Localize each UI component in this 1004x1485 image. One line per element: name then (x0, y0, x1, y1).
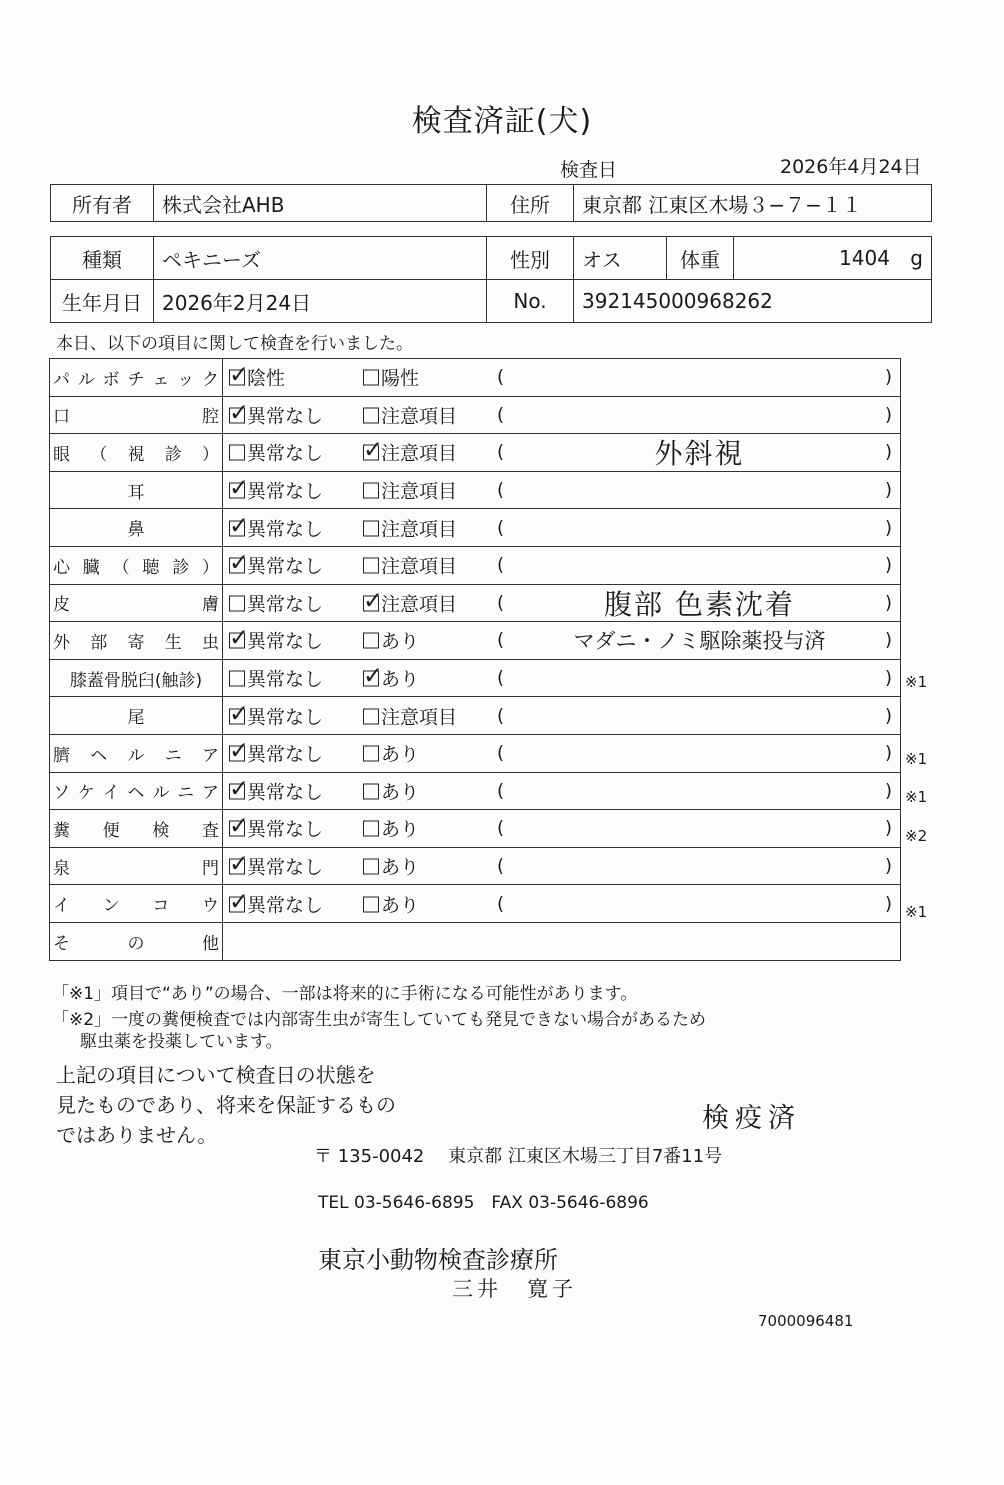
exam-item-body (223, 772, 901, 810)
exam-option-1[interactable] (229, 665, 323, 692)
checked-checkbox-icon[interactable] (363, 586, 384, 615)
weight-unit: g (910, 246, 923, 270)
paren-open: ( (497, 855, 505, 877)
exam-item-label (50, 734, 223, 772)
exam-item-body (223, 622, 901, 660)
exam-option-2[interactable] (363, 477, 457, 504)
exam-comment: 外斜視 (654, 437, 745, 471)
paren-close: ) (884, 855, 892, 877)
exam-row (50, 584, 901, 622)
exam-option-label: 注意項目 (381, 706, 458, 729)
checked-checkbox-icon[interactable] (229, 849, 250, 878)
exam-item-label (50, 810, 223, 848)
check-mark-icon: ✓ (229, 548, 250, 577)
paren-close: ) (884, 366, 892, 388)
exam-table (49, 358, 901, 961)
exam-item-body (223, 359, 901, 397)
footnote-2-cont: 駆虫薬を投薬しています。 (80, 1032, 283, 1052)
exam-row (50, 734, 901, 772)
checkbox-icon[interactable] (363, 370, 379, 386)
exam-row (50, 622, 901, 660)
clinic-name: 東京小動物検査診療所 (318, 1246, 558, 1274)
exam-option-label: 異常なし (247, 593, 324, 616)
paren-close: ) (884, 404, 892, 426)
animal-table (50, 236, 932, 323)
exam-option-1[interactable] (229, 511, 324, 541)
checked-checkbox-icon[interactable] (229, 548, 250, 577)
exam-row (50, 772, 901, 810)
exam-option-label: 注意項目 (381, 518, 458, 541)
checked-checkbox-icon[interactable] (229, 360, 250, 389)
disclaimer-line: 見たものであり、将来を保証するもの (56, 1093, 396, 1117)
exam-item-body (223, 885, 901, 923)
exam-item-body (223, 922, 901, 960)
exam-option-1[interactable] (229, 811, 324, 842)
checked-checkbox-icon[interactable] (229, 887, 250, 916)
exam-item-label (50, 471, 223, 509)
exam-option-label: 異常なし (247, 743, 324, 766)
checkbox-icon[interactable] (363, 859, 379, 875)
exam-option-label: 異常なし (247, 706, 324, 729)
exam-item-label (50, 622, 223, 660)
paren-open: ( (497, 629, 505, 651)
exam-option-1[interactable] (229, 736, 324, 767)
owner-table (50, 184, 932, 222)
exam-item-label-text: 臍 ヘ ル ニ ア (53, 745, 219, 766)
document-number: 7000096481 (758, 1312, 854, 1330)
no-value: 392145000968262 (574, 280, 932, 323)
paren-open: ( (497, 667, 505, 689)
exam-item-label (50, 847, 223, 885)
exam-option-label: あり (381, 781, 420, 804)
exam-option-1[interactable] (229, 887, 324, 917)
exam-option-1[interactable] (229, 774, 324, 804)
exam-row (50, 847, 901, 885)
exam-date-label: 検査日 (560, 159, 618, 181)
exam-option-2[interactable] (363, 364, 419, 391)
check-mark-icon: ✓ (229, 774, 250, 803)
footnote-2: 「※2」一度の糞便検査では内部寄生虫が寄生していても発見できない場合があるため (52, 1010, 707, 1030)
exam-footnote-ref: ※1 (905, 788, 928, 807)
checkbox-icon[interactable] (229, 445, 245, 461)
paren-close: ) (884, 629, 892, 651)
checkbox-icon[interactable] (363, 746, 379, 762)
birth-value: 2026年2月24日 (154, 280, 487, 323)
exam-item-label (50, 772, 223, 810)
exam-row (50, 810, 901, 848)
check-mark-icon: ✓ (229, 398, 250, 427)
exam-item-body (223, 847, 901, 885)
exam-option-1[interactable] (229, 589, 323, 616)
address-value: 東京都 江東区木場３−７−１１ (574, 185, 932, 222)
check-mark-icon: ✓ (229, 623, 250, 652)
exam-option-2[interactable] (363, 401, 457, 428)
exam-option-2[interactable] (363, 853, 419, 880)
paren-close: ) (884, 705, 892, 727)
exam-option-label: 注意項目 (381, 405, 458, 428)
paren-open: ( (497, 554, 505, 576)
exam-item-body (223, 584, 901, 622)
checked-checkbox-icon[interactable] (229, 699, 250, 728)
exam-option-label: 陽性 (381, 367, 420, 390)
exam-option-label: 異常なし (247, 894, 324, 917)
exam-option-1[interactable] (229, 439, 323, 466)
birth-label: 生年月日 (51, 280, 154, 323)
exam-footnote-ref: ※1 (905, 750, 928, 768)
owner-value: 株式会社AHB (154, 185, 487, 222)
checked-checkbox-icon[interactable] (363, 661, 384, 690)
exam-option-2[interactable] (363, 740, 419, 767)
checked-checkbox-icon[interactable] (229, 398, 250, 427)
exam-option-1[interactable] (229, 623, 324, 654)
paren-open: ( (497, 705, 505, 727)
breed-value: ペキニーズ (154, 237, 487, 280)
exam-item-label (50, 509, 223, 547)
exam-option-label: 異常なし (247, 518, 324, 541)
exam-option-label: 注意項目 (381, 442, 458, 465)
checkbox-icon[interactable] (363, 896, 379, 912)
checked-checkbox-icon[interactable] (229, 473, 250, 502)
disclaimer-line: 上記の項目について検査日の状態を (56, 1063, 376, 1087)
examiner-name: 三井 寛子 (452, 1277, 577, 1301)
checkbox-icon[interactable] (363, 407, 379, 423)
exam-item-body (223, 697, 901, 735)
paren-close: ) (884, 780, 892, 802)
exam-row (50, 509, 901, 547)
exam-item-label-text: そ の 他 (53, 933, 219, 954)
exam-item-label-text: パ ル ボ チ ェ ッ ク (53, 369, 219, 390)
paren-close: ) (884, 441, 892, 463)
exam-option-label: 注意項目 (381, 555, 458, 578)
no-label: No. (487, 280, 574, 323)
paren-close: ) (884, 742, 892, 764)
exam-option-2[interactable] (363, 890, 419, 917)
clinic-tel-fax: TEL 03-5646-6895 FAX 03-5646-6896 (318, 1193, 649, 1213)
exam-option-label: 注意項目 (381, 480, 458, 503)
paren-close: ) (884, 893, 892, 915)
exam-option-2[interactable] (363, 815, 419, 842)
intro-text: 本日、以下の項目に関して検査を行いました。 (56, 334, 413, 354)
weight-label: 体重 (667, 237, 734, 280)
exam-item-label (50, 359, 223, 397)
exam-item-label-text: イ ン コ ウ (53, 896, 219, 917)
exam-row (50, 885, 901, 923)
exam-row (50, 359, 901, 397)
exam-item-label-text: 尾 (127, 708, 145, 729)
paren-close: ) (884, 554, 892, 576)
exam-row (50, 659, 901, 697)
weight-value: 1404 (839, 246, 890, 270)
exam-option-label: 異常なし (247, 405, 324, 428)
check-mark-icon: ✓ (229, 511, 250, 540)
paren-open: ( (497, 479, 505, 501)
exam-row (50, 922, 901, 960)
exam-option-1[interactable] (229, 849, 324, 880)
exam-item-body (223, 509, 901, 547)
exam-item-body (223, 396, 901, 434)
exam-item-label-text: 耳 (127, 482, 145, 503)
exam-row (50, 546, 901, 584)
paren-open: ( (497, 404, 505, 426)
check-mark-icon: ✓ (363, 661, 384, 690)
owner-label: 所有者 (51, 185, 154, 222)
paren-open: ( (497, 817, 505, 839)
exam-item-label-text: 鼻 (127, 520, 145, 541)
exam-item-body (223, 659, 901, 697)
exam-option-label: 異常なし (247, 555, 324, 578)
exam-comment: 腹部 色素沈着 (604, 587, 795, 621)
checkbox-icon[interactable] (363, 520, 379, 536)
exam-option-label: 異常なし (247, 668, 324, 691)
exam-item-label (50, 396, 223, 434)
exam-item-label (50, 922, 223, 960)
exam-option-label: 異常なし (247, 442, 324, 465)
exam-option-2[interactable] (363, 552, 457, 579)
document-title: 検査済証(犬) (411, 104, 593, 139)
breed-label: 種類 (51, 237, 154, 280)
exam-option-2[interactable] (363, 627, 419, 654)
exam-item-label-text: 眼 （ 視 診 ） (53, 444, 219, 465)
exam-option-label: 異常なし (247, 781, 324, 804)
exam-option-2[interactable] (363, 514, 457, 541)
exam-item-label (50, 697, 223, 735)
checked-checkbox-icon[interactable] (229, 623, 250, 652)
exam-footnote-ref: ※1 (905, 903, 928, 922)
checked-checkbox-icon[interactable] (229, 774, 250, 803)
exam-item-label (50, 434, 223, 472)
exam-option-label: あり (381, 743, 420, 766)
exam-option-2[interactable] (363, 777, 419, 804)
paren-open: ( (497, 742, 505, 764)
exam-option-2[interactable] (363, 702, 457, 729)
exam-option-label: あり (381, 668, 420, 691)
exam-option-label: 異常なし (247, 818, 324, 841)
disclaimer (56, 1060, 396, 1150)
exam-item-body (223, 434, 901, 472)
exam-item-label-text: 外 部 寄 生 虫 (53, 632, 219, 653)
exam-option-2[interactable] (363, 435, 458, 466)
paren-close: ) (884, 479, 892, 501)
footnote-1: 「※1」項目で“あり”の場合、一部は将来的に手術になる可能性があります。 (52, 984, 638, 1004)
address-label: 住所 (487, 185, 574, 222)
paren-open: ( (497, 517, 505, 539)
exam-item-label (50, 546, 223, 584)
exam-item-body (223, 810, 901, 848)
exam-comment: マダニ・ノミ駆除薬投与済 (573, 629, 826, 654)
exam-option-label: 注意項目 (381, 593, 458, 616)
exam-item-label (50, 885, 223, 923)
exam-row (50, 396, 901, 434)
exam-option-1[interactable] (229, 360, 286, 391)
exam-row (50, 434, 901, 472)
check-mark-icon: ✓ (229, 849, 250, 878)
exam-footnote-ref: ※2 (905, 826, 928, 845)
paren-close: ) (884, 667, 892, 689)
check-mark-icon: ✓ (229, 699, 250, 728)
exam-option-1[interactable] (229, 699, 324, 729)
sex-value: オス (574, 237, 667, 280)
exam-item-label-text: ソ ケ イ ヘ ル ニ ア (53, 783, 219, 804)
exam-item-label-text: 糞 便 検 査 (53, 820, 219, 841)
exam-item-label-text: 泉 門 (53, 858, 219, 879)
weight-cell (734, 237, 932, 280)
checkbox-icon[interactable] (363, 633, 379, 649)
exam-row (50, 697, 901, 735)
exam-option-1[interactable] (229, 473, 324, 504)
disclaimer-line: ではありません。 (56, 1123, 218, 1147)
exam-item-label-text: 口 腔 (53, 407, 219, 428)
exam-item-label-text: 膝蓋骨脱臼(触診) (69, 670, 203, 691)
exam-date: 2026年4月24日 (780, 156, 922, 178)
exam-row (50, 471, 901, 509)
checked-checkbox-icon[interactable] (363, 435, 384, 464)
checkbox-icon[interactable] (363, 558, 379, 574)
check-mark-icon: ✓ (363, 435, 384, 464)
checkbox-icon[interactable] (363, 821, 379, 837)
exam-item-label-text: 皮 膚 (53, 595, 219, 616)
exam-option-2[interactable] (363, 661, 420, 692)
checkbox-icon[interactable] (363, 483, 379, 499)
checkbox-icon[interactable] (229, 671, 245, 687)
checked-checkbox-icon[interactable] (229, 511, 250, 540)
exam-footnote-ref: ※1 (905, 673, 928, 692)
exam-item-body (223, 734, 901, 772)
exam-item-label (50, 584, 223, 622)
checked-checkbox-icon[interactable] (229, 811, 250, 840)
exam-option-label: あり (381, 818, 420, 841)
clinic-address: 〒 135-0042 東京都 江東区木場三丁目7番11号 (314, 1146, 723, 1167)
sex-label: 性別 (487, 237, 574, 280)
exam-item-label (50, 659, 223, 697)
quarantine-stamp: 検疫済 (702, 1103, 801, 1134)
exam-option-label: 異常なし (247, 480, 324, 503)
exam-option-label: 異常なし (247, 630, 324, 653)
check-mark-icon: ✓ (229, 473, 250, 502)
exam-item-body (223, 546, 901, 584)
paren-open: ( (497, 780, 505, 802)
check-mark-icon: ✓ (229, 811, 250, 840)
check-mark-icon: ✓ (229, 736, 250, 765)
paren-close: ) (884, 517, 892, 539)
exam-option-1[interactable] (229, 548, 324, 579)
paren-open: ( (497, 366, 505, 388)
exam-option-1[interactable] (229, 398, 324, 428)
checked-checkbox-icon[interactable] (229, 736, 250, 765)
paren-open: ( (497, 441, 505, 463)
checkbox-icon[interactable] (363, 783, 379, 799)
check-mark-icon: ✓ (363, 586, 384, 615)
exam-option-label: 陰性 (247, 367, 286, 390)
exam-option-2[interactable] (363, 586, 458, 616)
exam-option-label: あり (381, 856, 420, 879)
paren-close: ) (884, 817, 892, 839)
exam-option-label: 異常なし (247, 856, 324, 879)
paren-close: ) (884, 592, 892, 614)
exam-item-label-text: 心 臓 （ 聴 診 ） (53, 557, 219, 578)
exam-option-label: あり (381, 630, 420, 653)
check-mark-icon: ✓ (229, 887, 250, 916)
checkbox-icon[interactable] (229, 595, 245, 611)
checkbox-icon[interactable] (363, 708, 379, 724)
paren-open: ( (497, 592, 505, 614)
exam-item-body (223, 471, 901, 509)
paren-open: ( (497, 893, 505, 915)
check-mark-icon: ✓ (229, 360, 250, 389)
exam-option-label: あり (381, 894, 420, 917)
